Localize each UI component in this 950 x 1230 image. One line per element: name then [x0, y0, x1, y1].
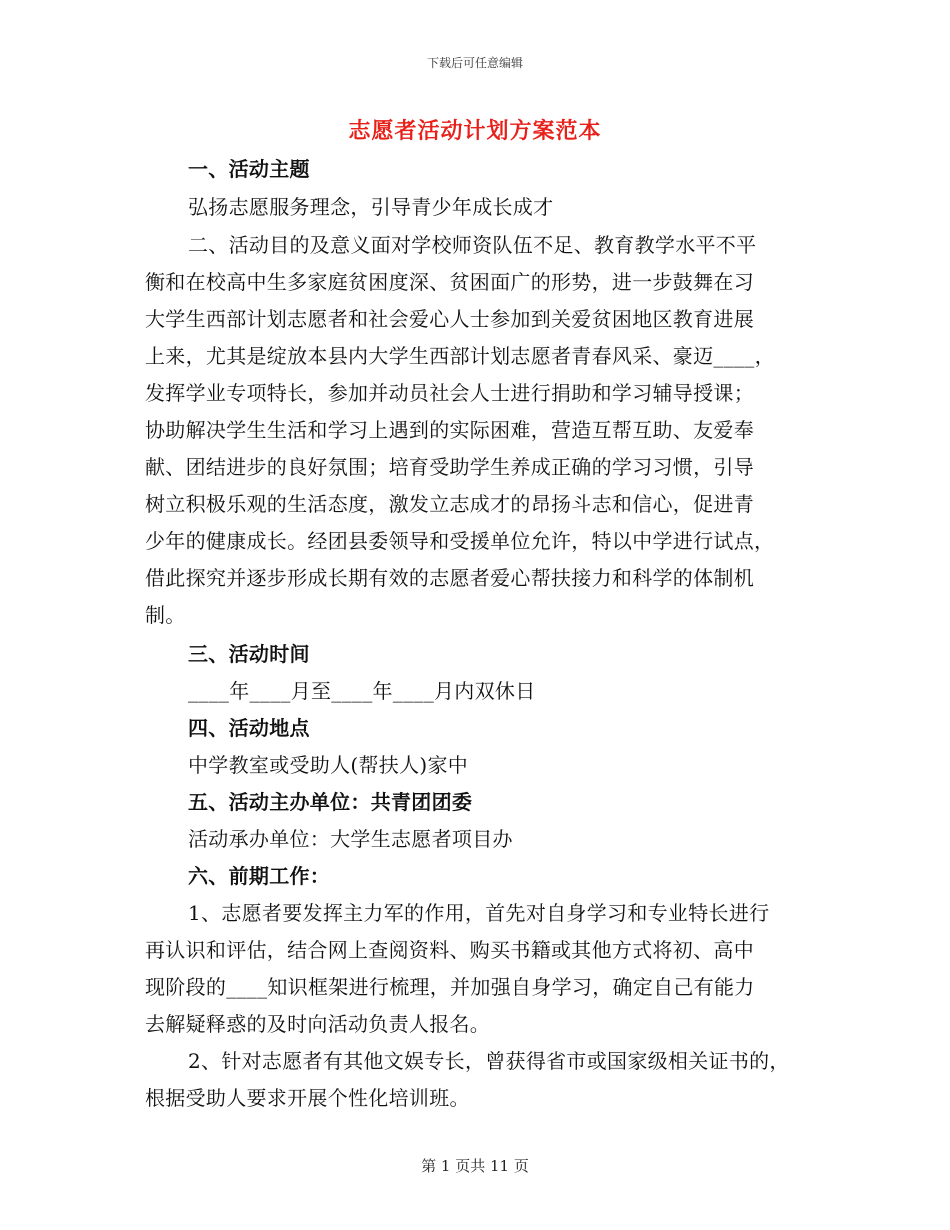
document-title: 志愿者活动计划方案范本 — [348, 118, 602, 144]
paragraph-line: 衡和在校高中生多家庭贫困度深、贫困面广的形势，进一步鼓舞在习 — [145, 270, 754, 294]
heading-location: 四、活动地点 — [188, 716, 310, 740]
paragraph-line: 借此探究并逐步形成长期有效的志愿者爱心帮扶接力和科学的体制机 — [145, 566, 754, 590]
paragraph-line: 发挥学业专项特长，参加并动员社会人士进行捐助和学习辅导授课； — [145, 381, 754, 405]
paragraph-line: 再认识和评估，结合网上查阅资料、购买书籍或其他方式将初、高中 — [145, 938, 754, 962]
location-line: 中学教室或受助人(帮扶人)家中 — [188, 753, 469, 777]
paragraph-line: 弘扬志愿服务理念，引导青少年成长成才 — [188, 195, 554, 219]
heading-theme: 一、活动主题 — [188, 157, 310, 181]
heading-time: 三、活动时间 — [188, 642, 310, 666]
paragraph-line: 树立积极乐观的生活态度，激发立志成才的昂扬斗志和信心，促进青 — [145, 492, 754, 516]
paragraph-line: 2、针对志愿者有其他文娱专长，曾获得省市或国家级相关证书的， — [188, 1049, 790, 1073]
paragraph-line: 去解疑释惑的及时向活动负责人报名。 — [145, 1012, 491, 1036]
heading-preparation: 六、前期工作： — [188, 864, 331, 888]
paragraph-line: 1、志愿者要发挥主力军的作用，首先对自身学习和专业特长进行 — [188, 901, 770, 925]
paragraph-line: 制。 — [145, 603, 186, 627]
page-number: 第 1 页共 11 页 — [421, 1157, 529, 1175]
paragraph-line: 上来，尤其是绽放本县内大学生西部计划志愿者青春风采、豪迈____， — [145, 344, 775, 368]
paragraph-line: 现阶段的____知识框架进行梳理，并加强自身学习，确定自己有能力 — [145, 975, 755, 999]
co-organizer-line: 活动承办单位：大学生志愿者项目办 — [188, 827, 513, 851]
paragraph-line: 大学生西部计划志愿者和社会爱心人士参加到关爱贫困地区教育进展 — [145, 307, 754, 331]
paragraph-line: 二、活动目的及意义面对学校师资队伍不足、教育教学水平不平 — [188, 233, 757, 257]
time-line: ____年____月至____年____月内双休日 — [188, 679, 536, 703]
paragraph-line: 献、团结进步的良好氛围；培育受助学生养成正确的学习习惯，引导 — [145, 455, 754, 479]
heading-organizer: 五、活动主办单位：共青团团委 — [188, 790, 473, 814]
paragraph-line: 根据受助人要求开展个性化培训班。 — [145, 1086, 470, 1110]
paragraph-line: 少年的健康成长。经团县委领导和受援单位允许，特以中学进行试点， — [145, 529, 775, 553]
paragraph-line: 协助解决学生生活和学习上遇到的实际困难，营造互帮互助、友爱奉 — [145, 418, 754, 442]
header-note: 下载后可任意编辑 — [426, 56, 523, 70]
